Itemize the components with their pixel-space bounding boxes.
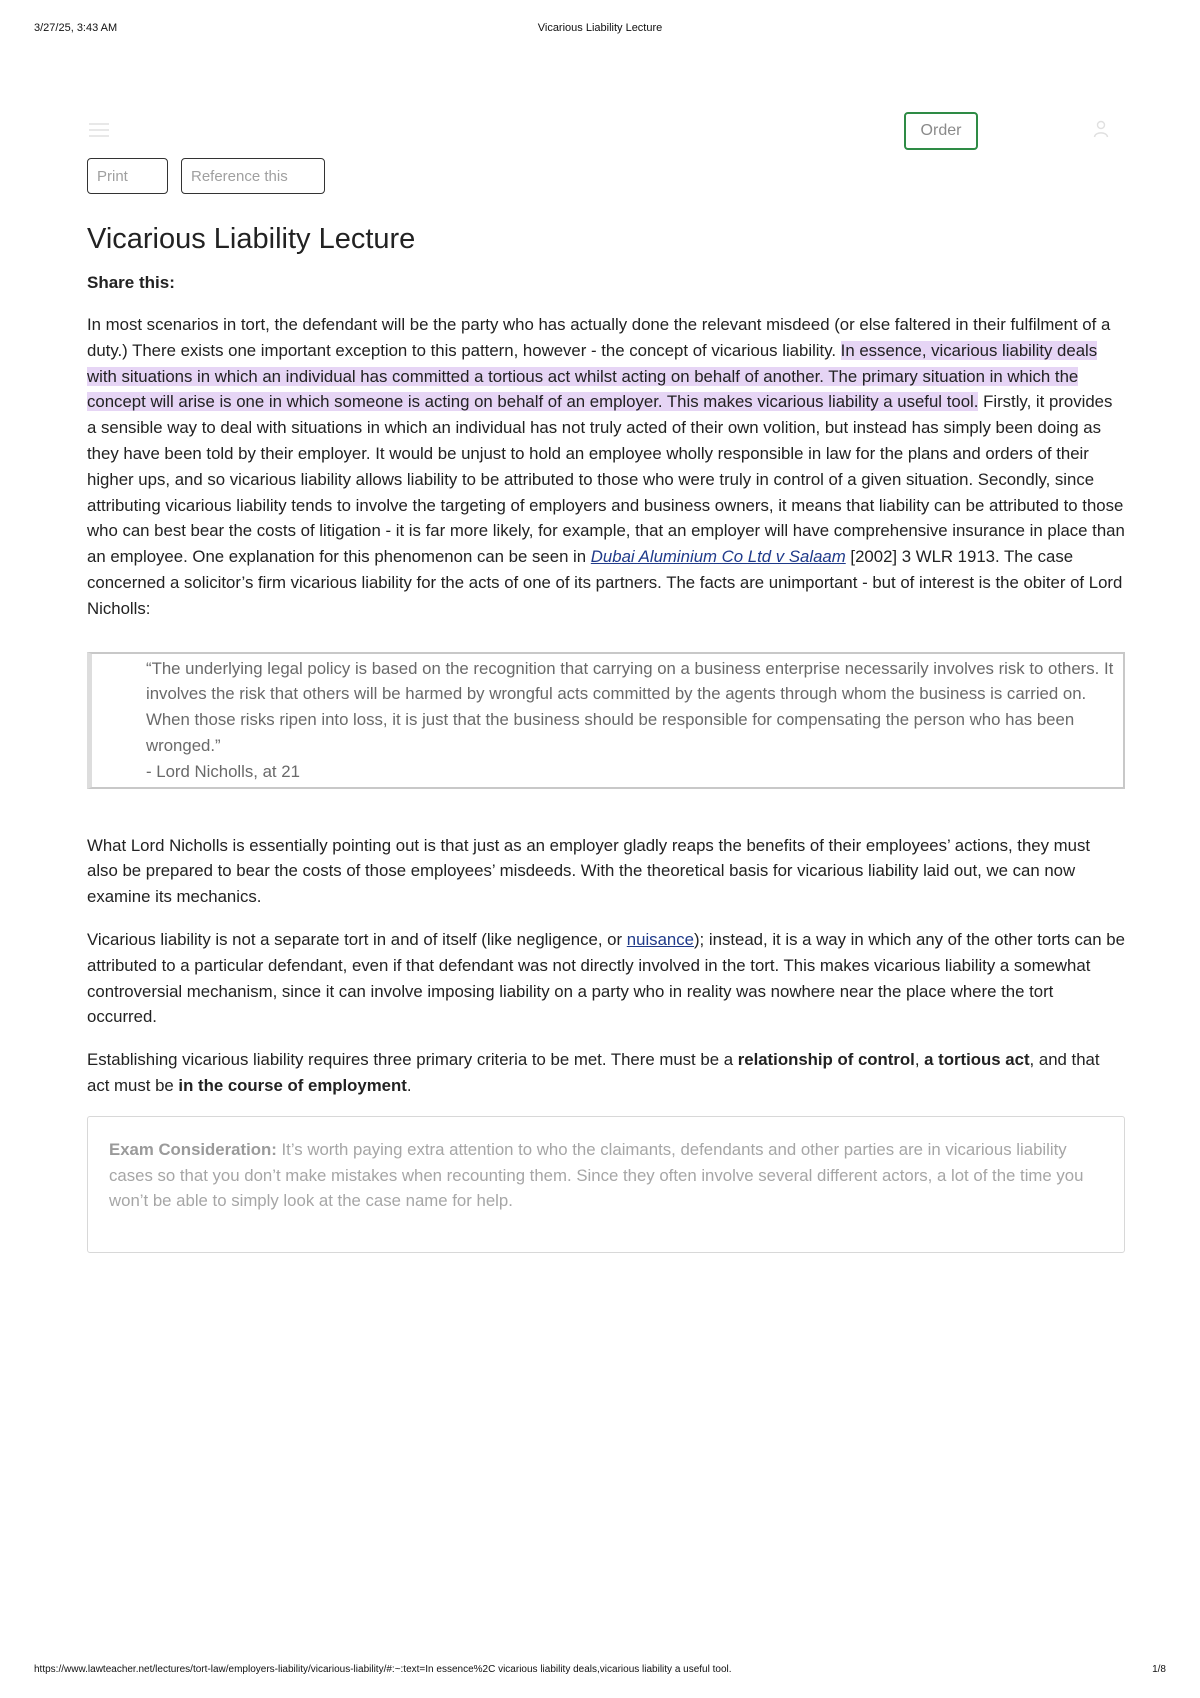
criterion-course-of-employment: in the course of employment bbox=[178, 1075, 407, 1095]
text: Vicarious liability is not a separate tort in and of itself (like negligence, or bbox=[87, 929, 627, 949]
quote-attribution: - Lord Nicholls, at 21 bbox=[146, 761, 300, 781]
print-header bbox=[34, 22, 1166, 36]
text: , bbox=[914, 1050, 925, 1070]
intro-text-end: [2002] 3 WLR 1913. The case concerned a solicitor’s firm vicarious liability for the acts of one of its partners. The facts are unimportant - but of interest is the obiter of Lord Nicholls: bbox=[87, 547, 1123, 618]
paragraph-criteria bbox=[87, 1047, 1125, 1099]
case-link-dubai-aluminium[interactable]: Dubai Aluminium Co Ltd v Salaam bbox=[590, 547, 846, 567]
order-button[interactable]: Order bbox=[904, 112, 978, 150]
exam-consideration-box bbox=[87, 1116, 1125, 1253]
text: Establishing vicarious liability requires three primary criteria to be met. There must be a bbox=[87, 1050, 738, 1070]
user-icon[interactable] bbox=[1093, 120, 1109, 138]
criterion-tortious-act: a tortious act bbox=[924, 1050, 1030, 1070]
page-title: Vicarious Liability Lecture bbox=[87, 223, 416, 255]
intro-paragraph bbox=[87, 312, 1125, 622]
paragraph-nicholls: What Lord Nicholls is essentially pointing out is that just as an employer gladly reaps the benefits of their employees’ actions, they must also be prepared to bear the costs of those employees’ misdeeds. With the theoretical basis for vicarious liability laid out, we can now examine its mechanics. bbox=[87, 835, 1091, 907]
article-content bbox=[87, 220, 1125, 1253]
text: ); instead, it is a way in which any of the other torts can be attributed to a particular defendant, even if that defendant was not directly involved in the tort. This makes vicarious liability a somewhat controversial mechanism, since it can involve imposing liability on a party who in reality was nowhere near the place where the tort occurred. bbox=[87, 929, 1125, 1027]
criterion-relationship-of-control: relationship of control bbox=[737, 1050, 915, 1070]
page-number: 1/8 bbox=[1152, 1664, 1166, 1675]
print-url: https://www.lawteacher.net/lectures/tort-law/employers-liability/vicarious-liability/#:~:text=In essence%2C vicarious liability deals,vicarious liability a useful tool. bbox=[34, 1664, 732, 1675]
print-footer bbox=[34, 1664, 1166, 1678]
text: . bbox=[406, 1075, 412, 1095]
intro-text: In most scenarios in tort, the defendant will be the party who has actually done the relevant misdeed (or else faltered in their fulfilment of a duty.) There exists one important exception to this pattern, however - the concept of vicarious liability. bbox=[87, 315, 1111, 360]
quote-text: “The underlying legal policy is based on the recognition that carrying on a business enterprise necessarily involves risk to others. It involves the risk that others will be harmed by wrongful acts committed by the agents through whom the business is carried on. When those risks ripen into loss, it is just that the business should be responsible for compensating the person who has been wronged.” bbox=[146, 658, 1114, 755]
highlighted-text: In essence, vicarious liability deals with situations in which an individual has committed a tortious act whilst acting on behalf of another. The primary situation in which the concept will arise is one in which someone is acting on behalf of an employer. This makes vicarious liability a useful tool. bbox=[87, 340, 1098, 412]
share-label: Share this: bbox=[87, 273, 175, 292]
site-header bbox=[87, 108, 1113, 152]
paragraph-not-separate-tort bbox=[87, 927, 1125, 1030]
reference-this-button[interactable]: Reference this bbox=[181, 158, 325, 194]
print-page-title: Vicarious Liability Lecture bbox=[537, 22, 663, 34]
text: , and that act must be bbox=[87, 1050, 1100, 1095]
print-datetime: 3/27/25, 3:43 AM bbox=[34, 22, 118, 34]
blockquote bbox=[87, 652, 1125, 789]
intro-text-continued: Firstly, it provides a sensible way to deal with situations in which an individual has not truly acted of their own volition, but instead has simply been doing as they have been told by their employer. It would be unjust to hold an employee wholly responsible in law for the plans and orders of their higher ups, and so vicarious liability allows liability to be attributed to those who were truly in control of a given situation. Secondly, since attributing vicarious liability tends to involve the targeting of employers and business owners, it means that liability can be attributed to those who can best bear the costs of litigation - it is far more likely, for example, that an employer will have comprehensive insurance in place than an employee. One explanation for this phenomenon can be seen in bbox=[87, 392, 1125, 567]
exam-consideration-label: Exam Consideration: bbox=[109, 1139, 277, 1159]
nuisance-link[interactable]: nuisance bbox=[626, 929, 694, 949]
hamburger-icon[interactable] bbox=[89, 123, 109, 137]
print-button[interactable]: Print bbox=[87, 158, 168, 194]
exam-consideration-text: It’s worth paying extra attention to who the claimants, defendants and other parties are in vicarious liability cases so that you don’t make mistakes when recounting them. Since they often involve several different actors, a lot of the time you won’t be able to simply look at the case name for help. bbox=[109, 1139, 1084, 1211]
